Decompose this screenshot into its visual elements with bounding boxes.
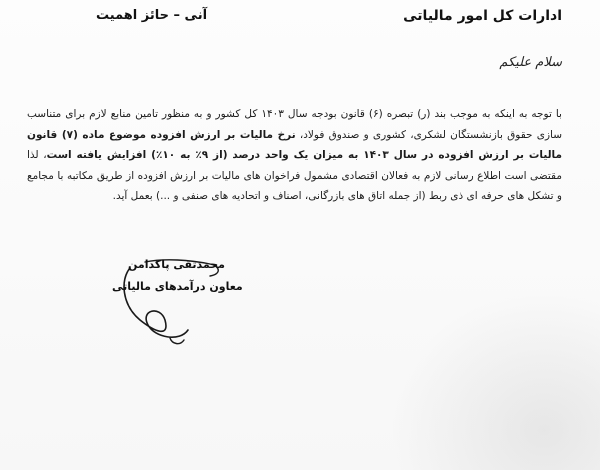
page-shadow [390, 290, 600, 470]
department-heading: ادارات کل امور مالیاتی [403, 8, 562, 24]
letter-body [27, 104, 562, 207]
priority-label: آنی – حائز اهمیت [96, 8, 208, 23]
body-bold-text: نرخ مالیات بر ارزش افزوده موضوع ماده (۷) قانون مالیات بر ارزش افزوده در سال ۱۴۰۳ به میزان یک واحد درصد (از ۹٪ به ۱۰٪) افزایش یافته است [27, 128, 563, 161]
body-text-part1: با توجه به اینکه به موجب بند (ر) تبصره (۶) قانون بودجه سال ۱۴۰۳ کل کشور و به منظور تامین منابع لازم برای متناسب سازی حقوق بازنشستگان لشکری، کشوری و صندوق فولاد، [27, 108, 563, 141]
salutation: سلام علیکم [499, 55, 562, 70]
body-text-part2: ، لذا مقتضی است اطلاع رسانی لازم به فعالان اقتصادی مشمول فراخوان های مالیات بر ارزش افزوده از طریق مکاتبه با مجامع و تشکل های حرفه ای ذی ربط (از جمله اتاق های بازرگانی، اصناف و اتحادیه های صنفی و ...) بعمل آید. [27, 149, 562, 202]
signer-name: محمدتقی پاکدامن [128, 258, 225, 271]
signer-title: معاون درآمدهای مالیاتی [112, 280, 243, 293]
